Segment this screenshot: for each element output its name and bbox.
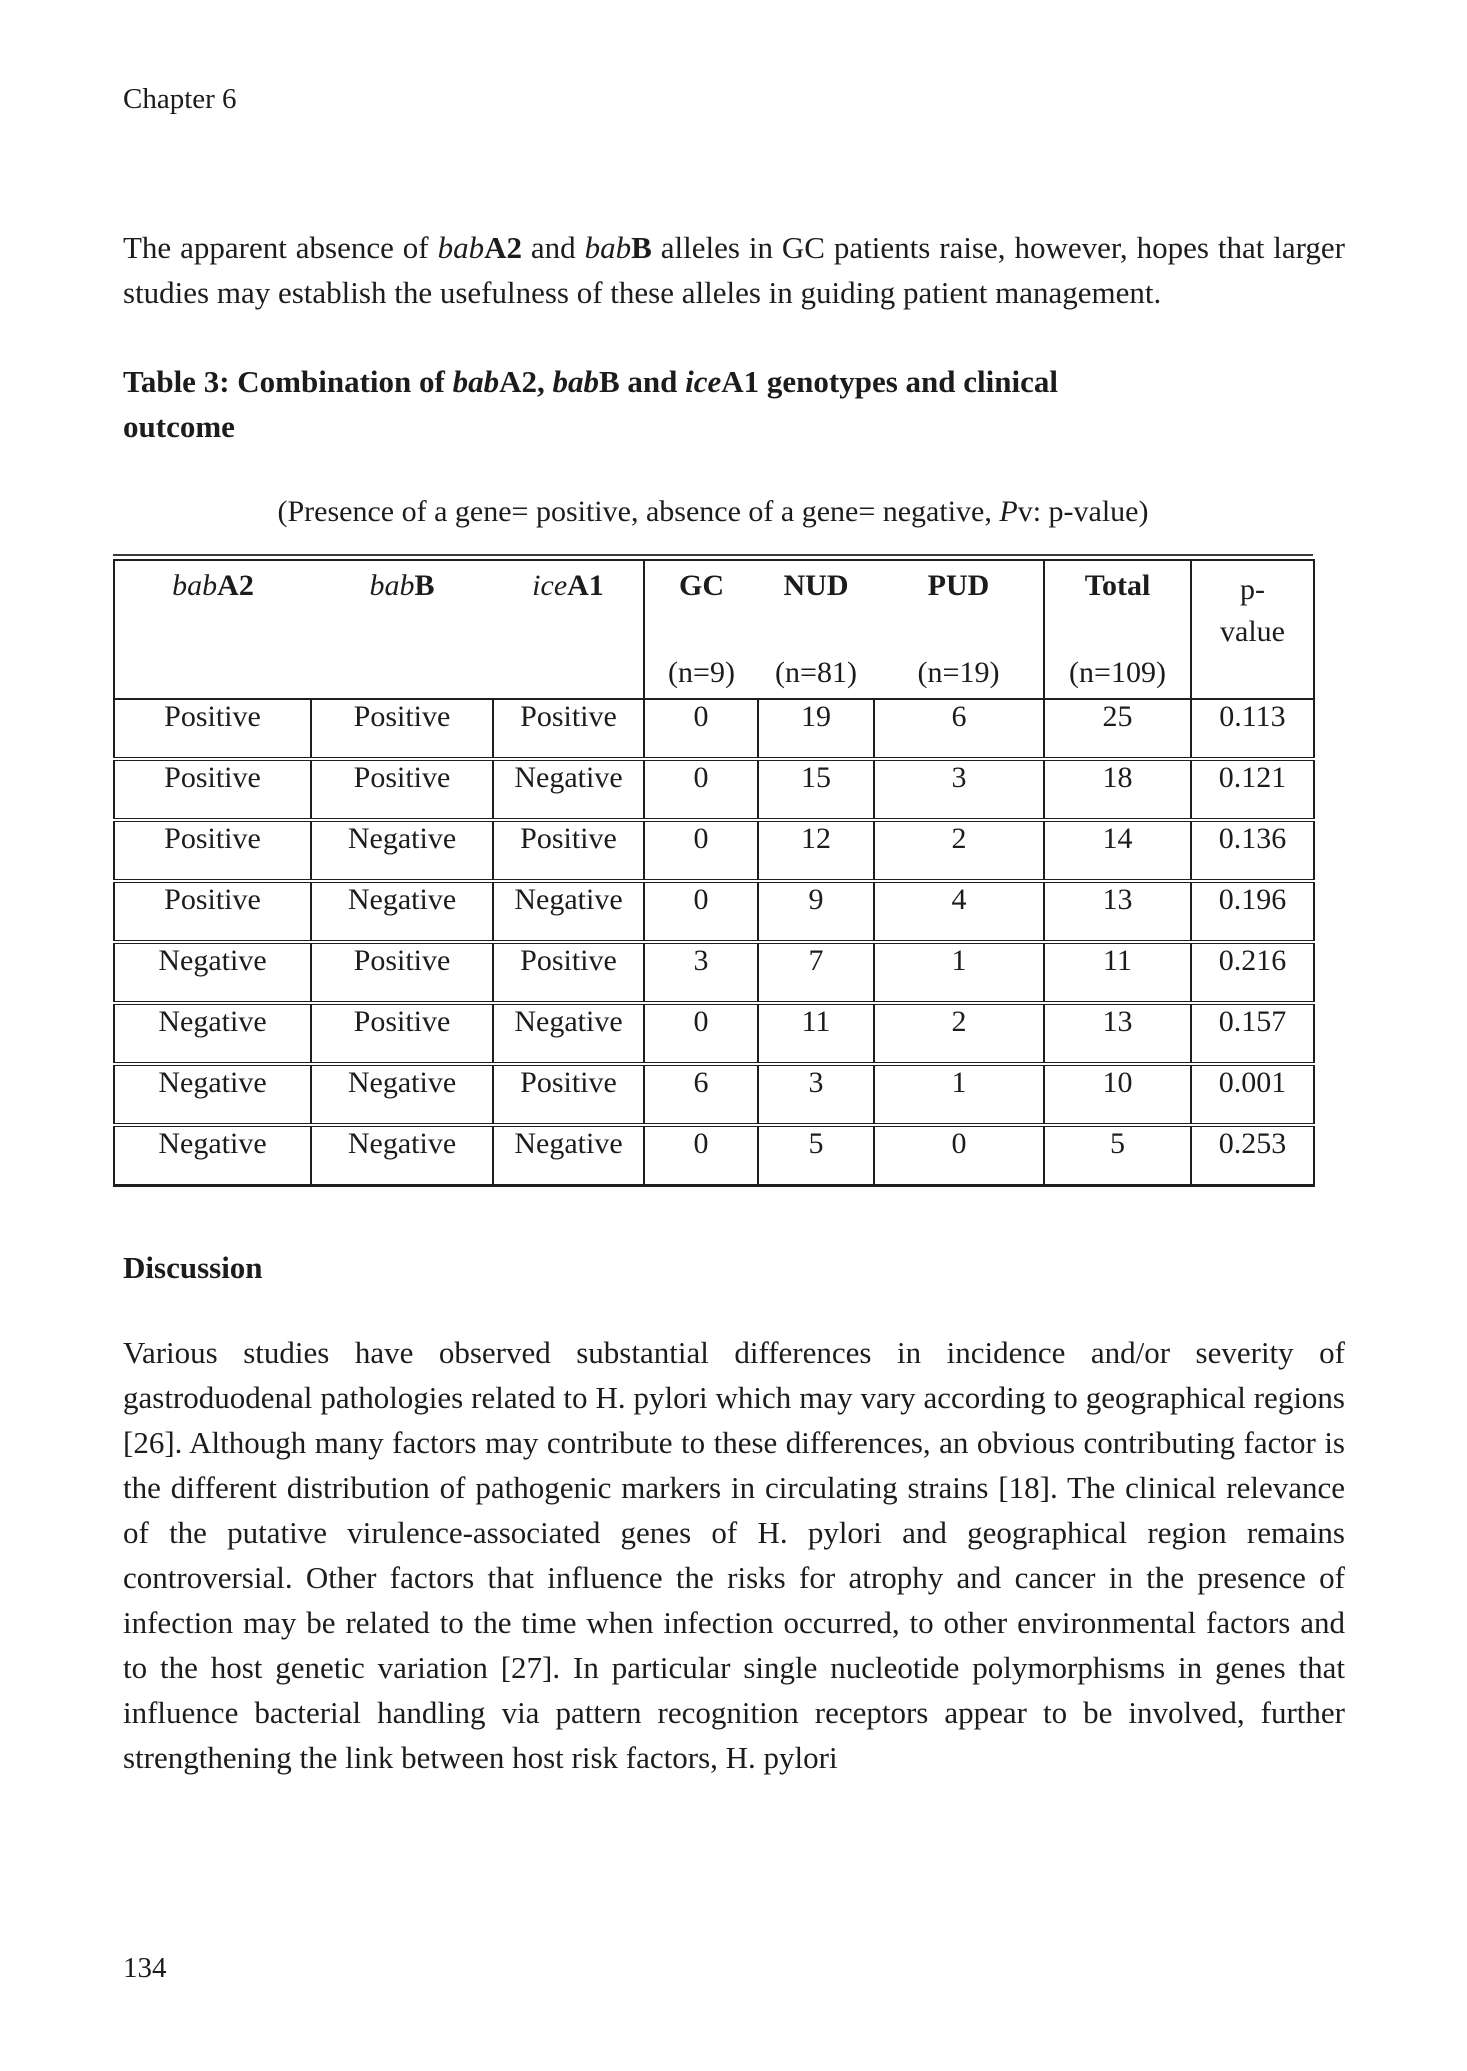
table-cell: Negative [311,1064,493,1125]
table-cell: Positive [311,759,493,820]
column-header-subtext: (n=81) [775,655,857,689]
table-cell: 9 [758,881,874,942]
table-row [114,1125,1314,1186]
table-cell: 0 [644,1125,758,1186]
table-cell: Negative [114,1125,311,1186]
column-header-label: Total [1084,568,1151,602]
table-cell: Positive [311,1003,493,1064]
table-cell: Positive [311,942,493,1003]
table-cell: 13 [1044,881,1191,942]
table-cell: 7 [758,942,874,1003]
table-cell: 4 [874,881,1044,942]
table-cell: 0.113 [1191,699,1314,759]
column-header [644,560,758,699]
table-cell: 0.253 [1191,1125,1314,1186]
table-header-row [114,560,1314,699]
column-header-label: babB [369,568,435,602]
table-cell: 11 [1044,942,1191,1003]
column-header [114,560,311,699]
table-cell: Negative [114,1003,311,1064]
table-row [114,759,1314,820]
table-cell: 5 [758,1125,874,1186]
table-cell: 0 [644,699,758,759]
column-header-label: GC [679,568,724,602]
table-caption: Table 3: Combination of babA2, babB and iceA1 genotypes and clinical outcome [123,363,1058,444]
column-header-subtext: (n=9) [668,655,735,689]
table-cell: Negative [114,1064,311,1125]
table-cell: 14 [1044,820,1191,881]
table-cell: 1 [874,1064,1044,1125]
table-row [114,1064,1314,1125]
genotype-table-wrapper [113,554,1313,1187]
table-cell: 15 [758,759,874,820]
table-cell: 19 [758,699,874,759]
column-header-label: p-value [1220,572,1285,648]
table-cell: 10 [1044,1064,1191,1125]
table-cell: 0 [644,881,758,942]
table-cell: 0 [874,1125,1044,1186]
table-cell: Positive [493,1064,644,1125]
table-cell: 3 [758,1064,874,1125]
table-cell: 0.136 [1191,820,1314,881]
table-row [114,881,1314,942]
table-cell: Positive [493,820,644,881]
table-cell: Negative [493,1125,644,1186]
table-cell: Positive [114,699,311,759]
table-cell: 3 [644,942,758,1003]
column-header-subtext: (n=19) [917,655,1000,689]
table-row [114,942,1314,1003]
table-cell: Positive [114,759,311,820]
table-cell: Negative [493,881,644,942]
table-cell: 12 [758,820,874,881]
table-cell: 0 [644,759,758,820]
table-cell: 1 [874,942,1044,1003]
table-cell: Positive [493,699,644,759]
table-cell: Negative [311,881,493,942]
column-header-label: iceA1 [532,568,604,602]
table-row [114,1003,1314,1064]
table-cell: Positive [493,942,644,1003]
intro-paragraph: The apparent absence of babA2 and babB alleles in GC patients raise, however, hopes that larger studies may establish the usefulness of these alleles in guiding patient management. [123,229,1346,310]
table-cell: 13 [1044,1003,1191,1064]
column-header [874,560,1044,699]
table-cell: 0.196 [1191,881,1314,942]
table-cell: 5 [1044,1125,1191,1186]
table-row [114,820,1314,881]
discussion-paragraph: Various studies have observed substantial differences in incidence and/or severity of gastroduodenal pathologies related to H. pylori which may vary according to geographical regions [26]. Although many factors may contribute to these differences, an obvious contributing factor is the different distribution of pathogenic markers in circulating strains [18]. The clinical relevance of the putative virulence-associated genes of H. pylori and geographical region remains controversial. Other factors that influence the risks for atrophy and cancer in the presence of infection may be related to the time when infection occurred, to other environmental factors and to the host genetic variation [27]. In particular single nucleotide polymorphisms in genes that influence bacterial handling via pattern recognition receptors appear to be involved, further strengthening the link between host risk factors, H. pylori [123,1334,1345,1775]
table-cell: 0.157 [1191,1003,1314,1064]
table-cell: 2 [874,1003,1044,1064]
column-header-label: babA2 [172,568,254,602]
column-header-subtext: (n=109) [1069,655,1166,689]
table-cell: 0.121 [1191,759,1314,820]
chapter-header: Chapter 6 [123,83,237,115]
genotype-table [113,559,1315,1187]
column-header [493,560,644,699]
table-cell: 25 [1044,699,1191,759]
table-cell: 0 [644,1003,758,1064]
table-cell: Negative [311,1125,493,1186]
column-header-label: NUD [783,568,849,602]
table-cell: Positive [311,699,493,759]
table-cell: Positive [114,881,311,942]
table-row [114,699,1314,759]
column-header-label: PUD [927,568,990,602]
table-cell: 0.216 [1191,942,1314,1003]
table-cell: 2 [874,820,1044,881]
column-header [1044,560,1191,699]
table-cell: 11 [758,1003,874,1064]
table-cell: 0 [644,820,758,881]
table-body [114,699,1314,1186]
table-cell: 6 [644,1064,758,1125]
table-cell: 3 [874,759,1044,820]
table-cell: 18 [1044,759,1191,820]
discussion-heading: Discussion [123,1249,263,1285]
column-header [1191,560,1314,699]
page-number: 134 [123,1952,167,1984]
table-cell: Negative [114,942,311,1003]
table-cell: Negative [493,759,644,820]
table-cell: Negative [311,820,493,881]
table-cell: Positive [114,820,311,881]
table-cell: 0.001 [1191,1064,1314,1125]
table-note: (Presence of a gene= positive, absence of a gene= negative, Pv: p-value) [277,494,1149,528]
table-cell: 6 [874,699,1044,759]
column-header [758,560,874,699]
column-header [311,560,493,699]
table-cell: Negative [493,1003,644,1064]
